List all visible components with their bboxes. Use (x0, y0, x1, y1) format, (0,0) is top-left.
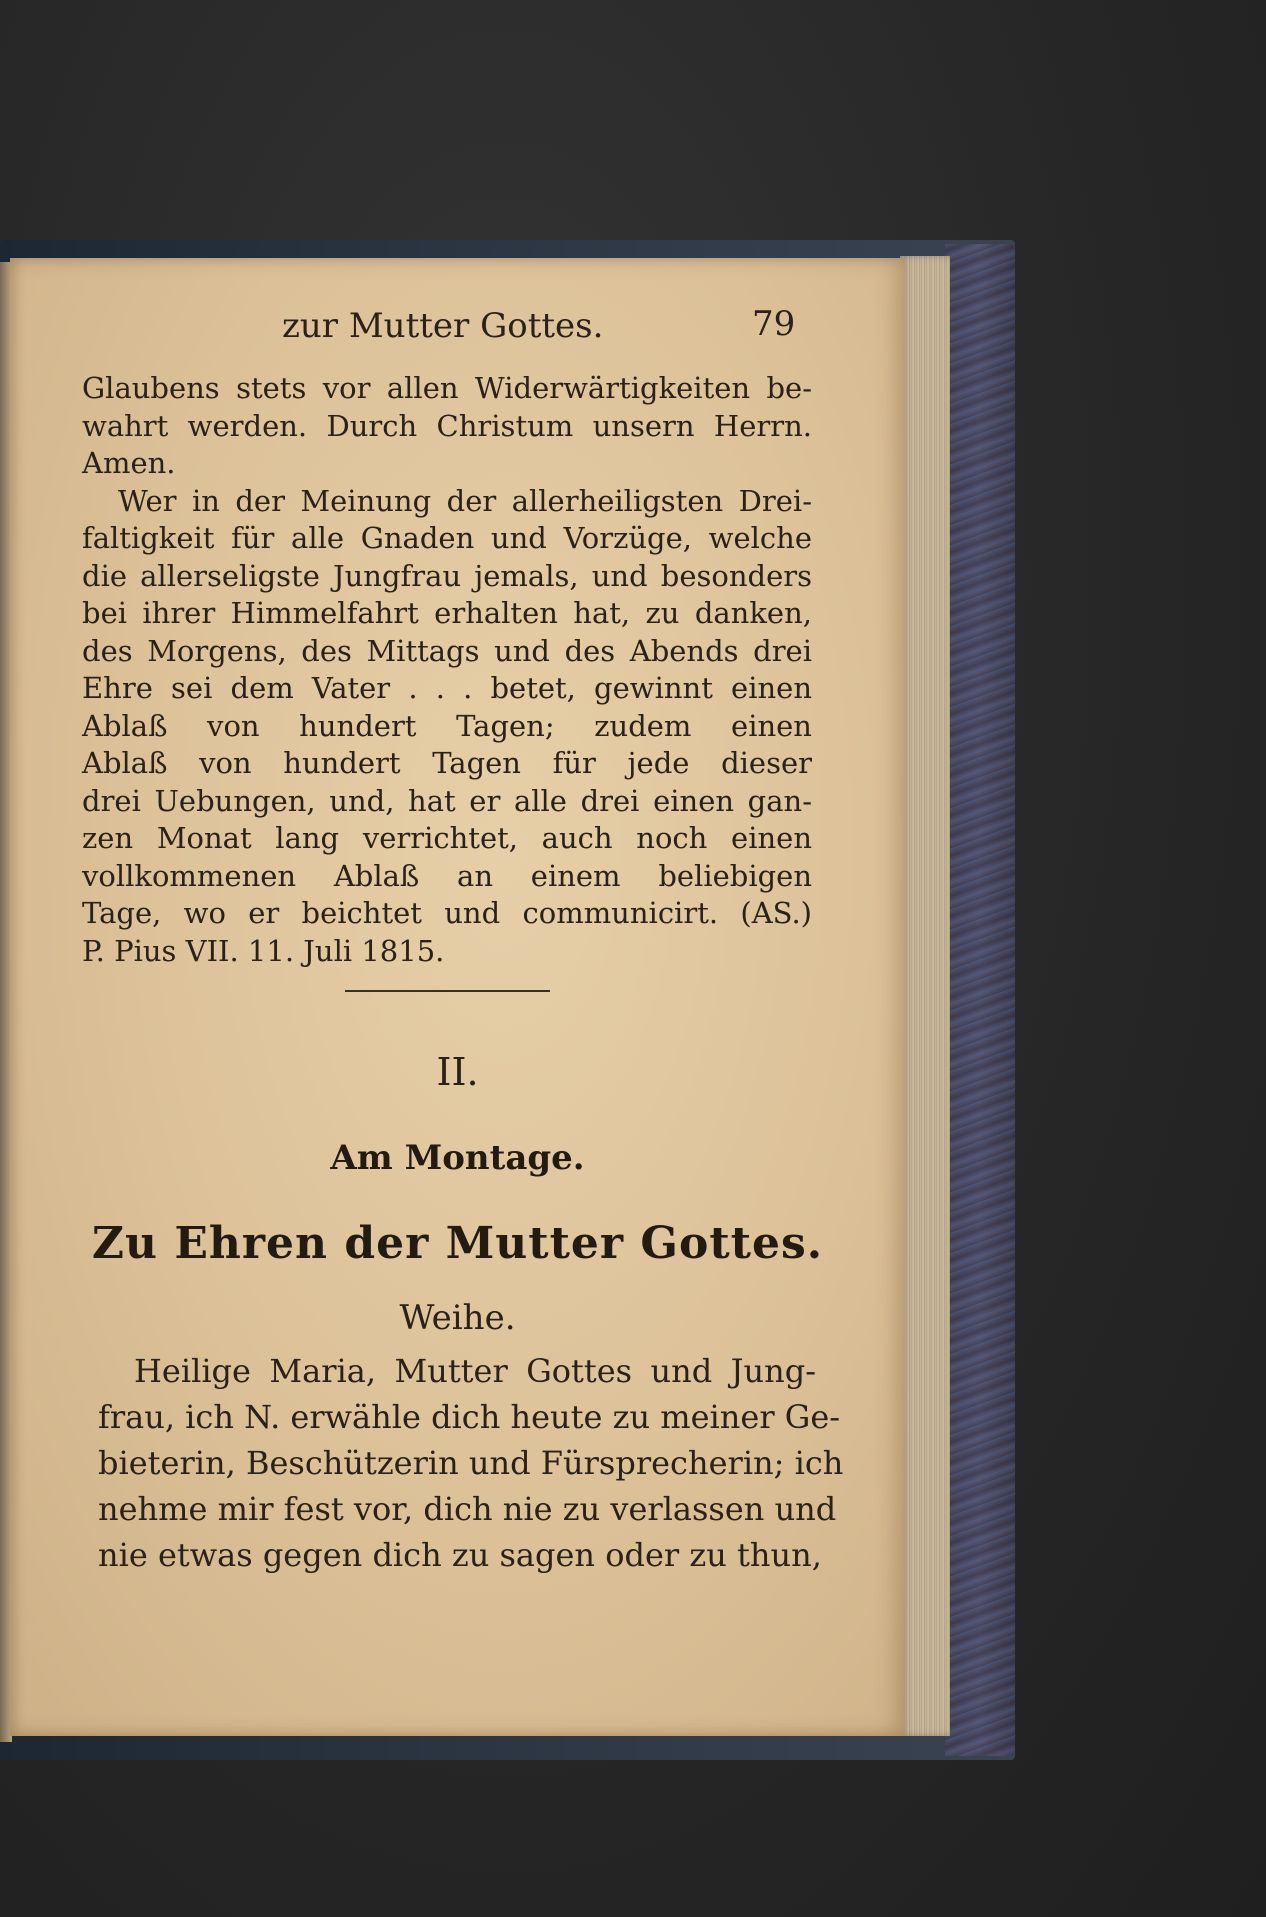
text-line: bei ihrer Himmelfahrt erhalten hat, zu danken, (82, 596, 812, 630)
text-line: Heilige Maria, Mutter Gottes und Jung- (134, 1352, 816, 1390)
prayer-subheading: Weihe. (399, 1298, 516, 1338)
text-line: vollkommenen Ablaß an einem beliebigen (82, 858, 812, 893)
text-line: drei Uebungen, und, hat er alle drei einen gan- (82, 783, 812, 818)
text-line: wahrt werden. Durch Christum unsern Herrn. (82, 408, 812, 443)
page-number: 79 (752, 304, 796, 344)
section-numeral: II. (436, 1050, 479, 1094)
text-line: Glaubens stets vor allen Widerwärtigkeiten be- (82, 371, 812, 405)
running-title: zur Mutter Gottes. (282, 306, 604, 346)
text-line: des Morgens, des Mittags und des Abends drei (82, 633, 812, 668)
section-divider (345, 990, 550, 992)
text-line: P. Pius VII. 11. Juli 1815. (82, 933, 445, 968)
text-line: nie etwas gegen dich zu sagen oder zu thun, (98, 1536, 822, 1574)
text-line: Tage, wo er beichtet und communicirt. (AS.) (82, 896, 812, 930)
page-edges (900, 256, 950, 1736)
dedication-heading: Zu Ehren der Mutter Gottes. (91, 1218, 824, 1269)
text-line: bieterin, Beschützerin und Fürsprecherin; ich (98, 1444, 844, 1482)
book-page (10, 258, 905, 1736)
text-line: Ehre sei dem Vater . . . betet, gewinnt einen (82, 671, 812, 705)
closing-paragraphs (82, 370, 812, 970)
text-line: Ablaß von hundert Tagen; zudem einen (82, 708, 812, 743)
text-line: nehme mir fest vor, dich nie zu verlassen und (98, 1490, 837, 1528)
text-line: frau, ich N. erwähle dich heute zu meiner Ge- (98, 1398, 841, 1436)
text-line: zen Monat lang verrichtet, auch noch einen (82, 821, 812, 855)
day-heading: Am Montage. (330, 1138, 585, 1178)
text-line: die allerseligste Jungfrau jemals, und besonders (82, 558, 812, 593)
text-line: Ablaß von hundert Tagen für jede dieser (82, 746, 812, 780)
text-line: Wer in der Meinung der allerheiligsten Drei- (118, 483, 812, 518)
book-spine (945, 244, 1015, 1756)
prayer-text (98, 1348, 844, 1578)
text-line: Amen. (82, 446, 176, 480)
text-line: faltigkeit für alle Gnaden und Vorzüge, welche (82, 521, 812, 555)
